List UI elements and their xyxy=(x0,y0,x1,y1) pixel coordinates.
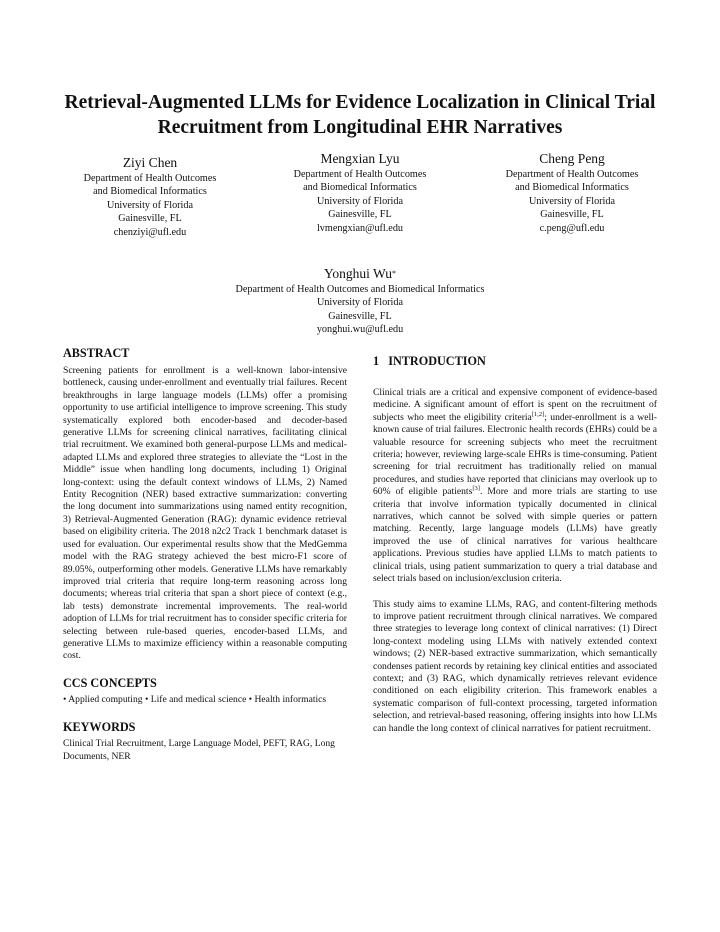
left-column xyxy=(63,346,347,763)
author-block-2 xyxy=(265,150,455,235)
ccs-heading: CCS CONCEPTS xyxy=(63,675,157,690)
author-university: University of Florida xyxy=(316,297,404,309)
author-dept: Department of Health Outcomes and Biomedical Informatics xyxy=(235,284,485,295)
author-name: Ziyi Chen xyxy=(122,155,178,170)
right-column xyxy=(373,354,657,735)
corresponding-mark: * xyxy=(391,269,396,278)
author-name: Mengxian Lyu xyxy=(320,151,400,166)
author-dept: Department of Health Outcomes xyxy=(83,173,217,184)
author-dept: Department of Health Outcomes xyxy=(505,169,639,180)
author-location: Gainesville, FL xyxy=(540,209,604,221)
author-location: Gainesville, FL xyxy=(328,310,392,322)
abstract-text: Screening patients for enrollment is a well-known labor-intensive bottleneck, causing under-enrollment and eventually trial failures. Recent breakthroughs in large language models (LLMs) offer a promising opportunity to use artificial intelligence to improve screening. This study systematically explored both encoder-based and decoder-based generative LLMs for screening clinical narratives, facilitating clinical trial recruitment. We examined both general-purpose LLMs and medical-adapted LLMs and explored three strategies to alleviate the “Lost in the Middle” issue when handling long documents, including 1) Original long-context: using the default context windows of LLMs, 2) Named Entity Recognition (NER) based extractive summarization: converting the long document into summarizations using named entity recognition, 3) Retrieval-Augmented Generation (RAG): dynamic evidence retrieval based on eligibility criteria. The 2018 n2c2 Track 1 benchmark dataset is used for evaluation. Our experimental results show that the MedGemma model with the RAG strategy achieved the best micro-F1 score of 89.05%, outperforming other models. Generative LLMs have remarkably improved trial criteria that require long-term reasoning across long documents; whereas trial criteria that span a short piece of context (e.g., lab tests) demonstrate incremental improvements. The real-world adoption of LLMs for trial recruitment has to consider specific criteria for selecting between rule-based queries, encoder-based LLMs, and generative LLMs to maximize efficiency within a reasonable computing cost. xyxy=(63,365,347,662)
ccs-text: • Applied computing • Life and medical science • Health informatics xyxy=(63,693,327,705)
author-name: Cheng Peng xyxy=(539,151,605,166)
author-name: Yonghui Wu* xyxy=(324,266,396,281)
author-dept: and Biomedical Informatics xyxy=(515,182,629,194)
citation-ref: [3] xyxy=(472,485,480,493)
author-email: c.peng@ufl.edu xyxy=(539,222,605,234)
author-email: chenziyi@ufl.edu xyxy=(113,226,187,238)
intro-paragraph-1: Clinical trials are a critical and expensive component of evidence-based medicine. A significant amount of effort is spent on the recruitment of subjects who meet the eligibility criteria[1,2]; under-enrollment is a well-known cause of trial failures. Electronic health records (EHRs) could be a valuable resource for screening subjects who meet the recruitment criteria; however, reviewing large-scale EHRs is time-consuming. Patient screening for trial recruitment has traditionally relied on manual procedures, and studies have reported that clinicians may overlook up to 60% of eligible patients[3]. More and more trials are starting to use criteria that involve information typically documented in clinical narratives, which cannot be solved with simple queries or pattern matching. Recently, large language models (LLMs) have greatly improved the use of clinical narratives for various healthcare applications. Previous studies have applied LLMs to match patients to clinical trials, using patient summarization to query a trial database and select trials based on inclusion/exclusion criteria. xyxy=(373,387,657,585)
author-university: University of Florida xyxy=(106,199,194,211)
paper-title: Retrieval-Augmented LLMs for Evidence Localization in Clinical Trial Recruitment from Longitudinal EHR Narratives xyxy=(64,92,656,138)
author-email: yonghui.wu@ufl.edu xyxy=(316,324,404,336)
keywords-text: Clinical Trial Recruitment, Large Language Model, PEFT, RAG, Long Documents, NER xyxy=(63,738,335,762)
author-dept: Department of Health Outcomes xyxy=(293,169,427,180)
author-block-3 xyxy=(477,150,667,235)
abstract-heading: ABSTRACT xyxy=(63,346,130,360)
citation-ref: [1,2] xyxy=(531,410,545,418)
corresponding-author-block xyxy=(160,265,560,337)
intro-paragraph-2: This study aims to examine LLMs, RAG, and content-filtering methods to improve patient recruitment through clinical narratives. We compared three strategies to leverage long context of clinical narratives: (1) Direct long-context modeling using LLMs with natively extended context windows; (2) NER-based extractive summarization, which semantically condenses patient records by retaining key clinical entities and associated context; and (3) RAG, which dynamically retrieves relevant evidence conditioned on each eligibility criterion. This framework enables a systematic comparison of full-context processing, targeted information selection, and retrieval-based reasoning, offering insights into how LLMs can handle the long context of clinical narratives for patient recruitment. xyxy=(373,598,657,734)
author-location: Gainesville, FL xyxy=(118,213,182,225)
author-block-1 xyxy=(55,154,245,239)
author-university: University of Florida xyxy=(528,195,616,207)
author-location: Gainesville, FL xyxy=(328,209,392,221)
author-dept: and Biomedical Informatics xyxy=(303,182,417,194)
introduction-heading: 1 INTRODUCTION xyxy=(373,354,486,368)
author-email: lvmengxian@ufl.edu xyxy=(316,222,404,234)
keywords-heading: KEYWORDS xyxy=(63,720,136,735)
author-university: University of Florida xyxy=(316,195,404,207)
author-dept: and Biomedical Informatics xyxy=(93,186,207,198)
